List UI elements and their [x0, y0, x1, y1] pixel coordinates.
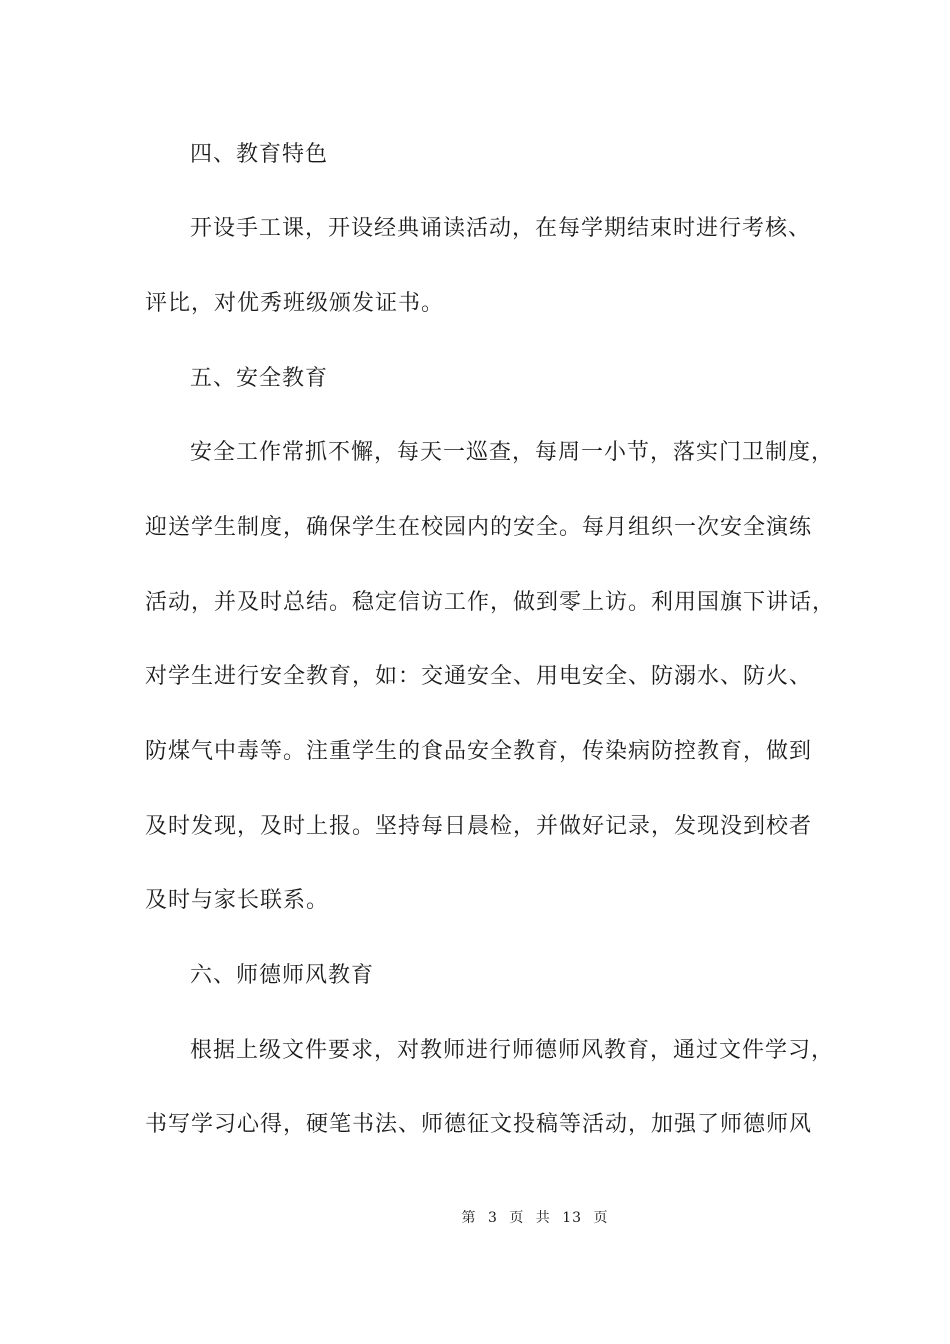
footer-page-word: 页: [509, 1210, 525, 1226]
paragraph-line: 根据上级文件要求，对教师进行师德师风教育，通过文件学习，: [190, 1038, 835, 1063]
footer-total-pages: 13: [562, 1210, 583, 1226]
paragraph-line: 书写学习心得，硬笔书法、师德征文投稿等活动，加强了师德师风: [145, 1112, 813, 1137]
section-heading-education-features: 四、教育特色: [190, 142, 329, 167]
paragraph-line: 迎送学生制度，确保学生在校园内的安全。每月组织一次安全演练: [145, 515, 813, 540]
footer-suffix: 页: [593, 1210, 609, 1226]
paragraph-line: 及时发现，及时上报。坚持每日晨检，并做好记录，发现没到校者: [145, 814, 813, 839]
footer-total-word: 共: [535, 1210, 551, 1226]
section-heading-safety-education: 五、安全教育: [190, 366, 329, 391]
page-footer: [0, 1208, 950, 1228]
paragraph-line: 及时与家长联系。: [145, 888, 330, 913]
footer-prefix: 第: [461, 1210, 477, 1226]
paragraph-line: 安全工作常抓不懈，每天一巡查，每周一小节，落实门卫制度，: [190, 440, 835, 465]
paragraph-line: 对学生进行安全教育，如：交通安全、用电安全、防溺水、防火、: [145, 664, 813, 689]
paragraph-line: 评比，对优秀班级颁发证书。: [145, 291, 445, 316]
paragraph-line: 活动，并及时总结。稳定信访工作，做到零上访。利用国旗下讲话，: [145, 590, 836, 615]
paragraph-line: 防煤气中毒等。注重学生的食品安全教育，传染病防控教育，做到: [145, 739, 813, 764]
paragraph-line: 开设手工课，开设经典诵读活动，在每学期结束时进行考核、: [190, 216, 812, 241]
footer-current-page: 3: [487, 1210, 498, 1226]
section-heading-teacher-ethics: 六、师德师风教育: [190, 963, 375, 988]
